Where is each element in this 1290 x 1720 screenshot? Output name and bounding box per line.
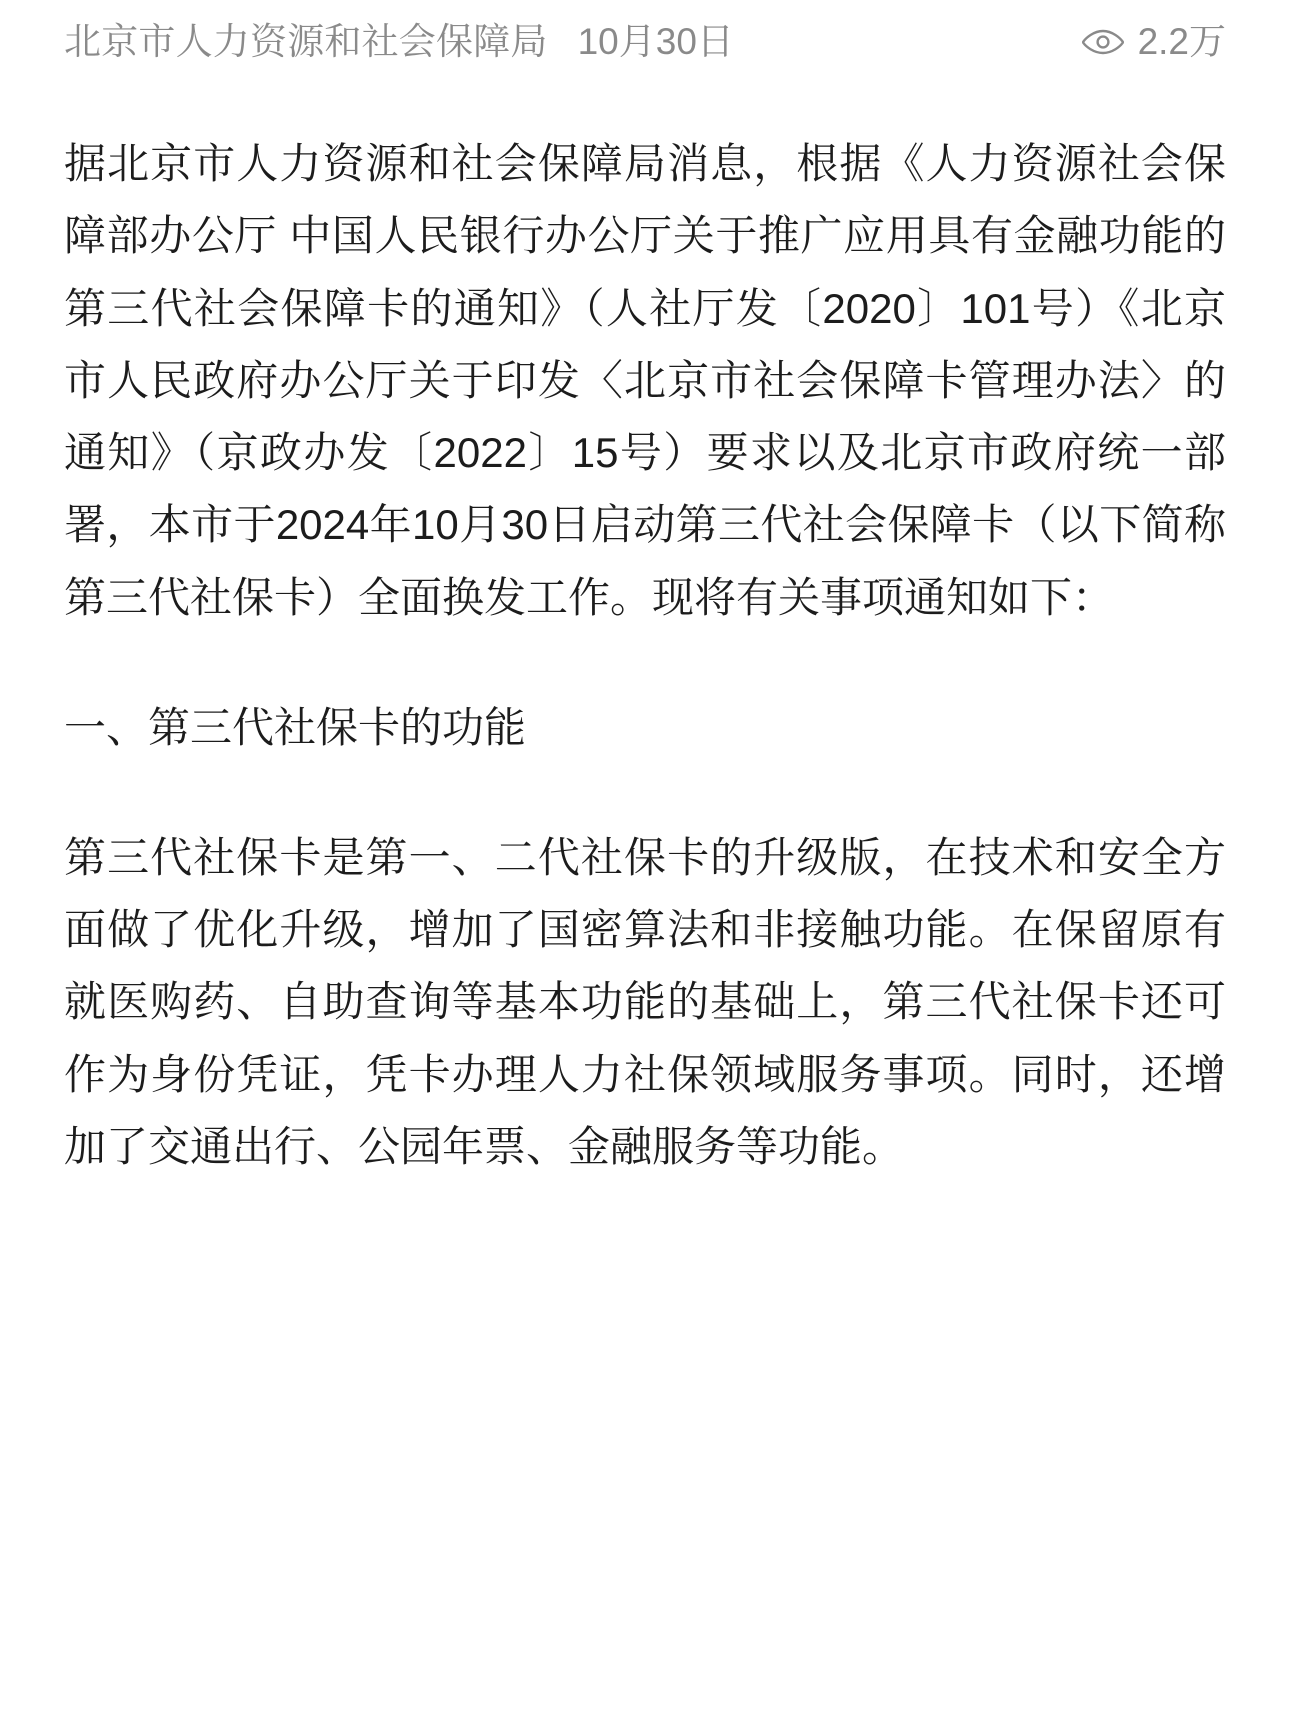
article-section-heading-1: 一、第三代社保卡的功能 bbox=[64, 703, 527, 751]
article-paragraph-section-1: 第三代社保卡是第一、二代社保卡的升级版，在技术和安全方面做了优化升级，增加了国密算法和非接触功能。在保留原有就医购药、自助查询等基本功能的基础上，第三代社保卡还可作为身份凭证，凭卡办理人力社保领域服务事项。同时，还增加了交通出行、公园年票、金融服务等功能。 bbox=[64, 833, 1226, 1170]
meta-left-group bbox=[64, 18, 734, 66]
view-count: 2.2万 bbox=[1137, 21, 1226, 62]
eye-icon bbox=[1082, 27, 1124, 57]
article-paragraph-intro: 据北京市人力资源和社会保障局消息，根据《人力资源社会保障部办公厅 中国人民银行办公厅关于推广应用具有金融功能的第三代社会保障卡的通知》（人社厅发〔2020〕101号）《北京市人民政府办公厅关于印发〈北京市社会保障卡管理办法〉的通知》（京政办发〔2022〕15号）要求以及北京市政府统一部署，本市于2024年10月30日启动第三代社会保障卡（以下简称第三代社保卡）全面换发工作。现将有关事项通知如下： bbox=[64, 140, 1226, 621]
meta-right-group bbox=[1082, 18, 1226, 66]
article-date: 10月30日 bbox=[577, 21, 734, 62]
article-source[interactable]: 北京市人力资源和社会保障局 bbox=[64, 21, 548, 62]
article-meta-bar bbox=[64, 0, 1226, 76]
article-body bbox=[64, 76, 1226, 1183]
